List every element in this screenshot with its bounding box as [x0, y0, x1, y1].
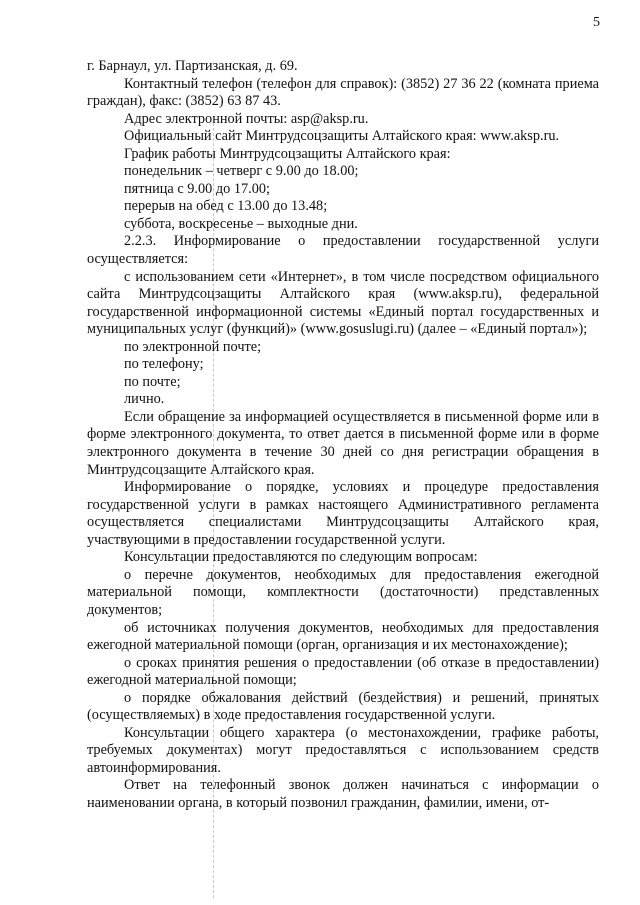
paragraph: о сроках принятия решения о предоставлении (об отказе в предоставлении) ежегодной материальной помощи; — [87, 654, 599, 689]
paragraph: Консультации общего характера (о местонахождении, графике работы, требуемых документах) могут предоставляться с использованием средств автоинформирования. — [87, 724, 599, 776]
paragraph: суббота, воскресенье – выходные дни. — [124, 215, 358, 232]
paragraph: по электронной почте; — [124, 338, 262, 355]
paragraph: Контактный телефон (телефон для справок): (3852) 27 36 22 (комната приема граждан), факс: (3852) 63 87 43. — [87, 75, 599, 110]
page-number: 5 — [593, 15, 600, 30]
paragraph: лично. — [124, 391, 165, 408]
paragraph: пятница с 9.00 до 17.00; — [124, 180, 270, 197]
paragraph: перерыв на обед с 13.00 до 13.48; — [124, 198, 328, 215]
paragraph: о перечне документов, необходимых для предоставления ежегодной материальной помощи, комплектности (достаточности) представленных документов; — [87, 566, 599, 618]
paragraph: по телефону; — [124, 356, 204, 373]
paragraph: Адрес электронной почты: asp@aksp.ru. — [124, 110, 369, 127]
paragraph: Информирование о порядке, условиях и процедуре предоставления государственной услуги в рамках настоящего Административного регламента осуществляется специалистами Минтрудсоцзащиты Алтайского края, участвующими в предоставлении государственной услуги. — [87, 479, 599, 548]
paragraph: Ответ на телефонный звонок должен начинаться с информации о наименовании органа, в который позвонил гражданин, фамилии, имени, от- — [87, 777, 599, 811]
paragraph: понедельник – четверг с 9.00 до 18.00; — [124, 163, 359, 180]
paragraph: Если обращение за информацией осуществляется в письменной форме или в форме электронного документа, то ответ дается в письменной форме или в форме электронного документа в течение 30 дней со дня регистрации обращения в Минтрудсоцзащите Алтайского края. — [87, 408, 599, 478]
paragraph: Консультации предоставляются по следующим вопросам: — [124, 549, 478, 566]
paragraph: 2.2.3. Информирование о предоставлении государственной услуги осуществляется: — [87, 233, 599, 268]
document-body — [87, 58, 599, 813]
paragraph: по почте; — [124, 373, 181, 390]
paragraph: с использованием сети «Интернет», в том числе посредством официального сайта Минтрудсоцзащиты Алтайского края (www.aksp.ru), федеральной государственной информационной системы «Единый портал государственных и муниципальных услуг (функций)» (www.gosuslugi.ru) (далее – «Единый портал»); — [87, 268, 599, 338]
paragraph: о порядке обжалования действий (бездействия) и решений, принятых (осуществляемых) в ходе предоставления государственной услуги. — [87, 689, 599, 724]
paragraph: График работы Минтрудсоцзащиты Алтайского края: — [124, 145, 451, 162]
paragraph: об источниках получения документов, необходимых для предоставления ежегодной материальной помощи (орган, организация и их местонахождение); — [87, 619, 599, 654]
paragraph: г. Барнаул, ул. Партизанская, д. 69. — [87, 58, 298, 74]
paragraph: Официальный сайт Минтрудсоцзащиты Алтайского края: www.aksp.ru. — [124, 128, 560, 145]
